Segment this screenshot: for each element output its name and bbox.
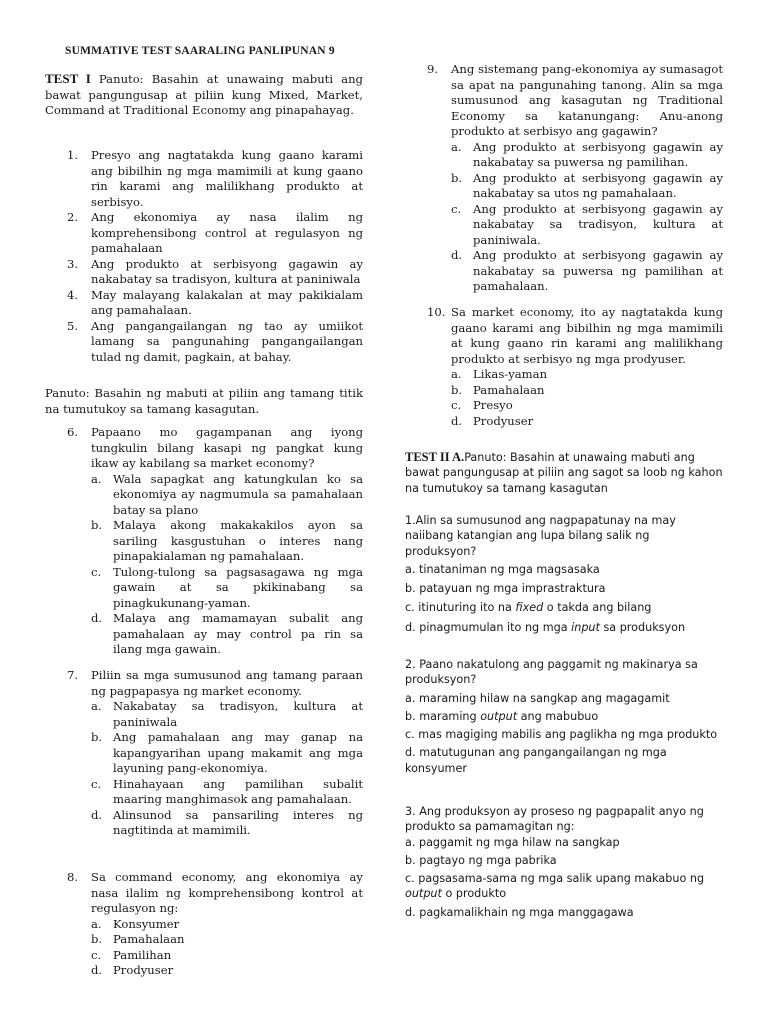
option-b: b. Malaya akong makakakilos ayon sa sariling kasgustuhan o interes nang pinapakialaman ng pamahalaan.: [91, 518, 363, 563]
question-10: [405, 305, 723, 429]
question-text: Sa command economy, ang ekonomiya ay nasa ilalim ng komprehensibong kontrol at regulasyon ng:: [91, 870, 363, 915]
option-a: a. Likas-yaman: [451, 367, 548, 381]
item-text: Ang ekonomiya ay nasa ilalim ng komprehensibong control at regulasyon ng pamahalaan: [91, 210, 363, 255]
list-item: [45, 257, 363, 288]
test1-items: [45, 148, 363, 365]
item-text: Ang pangangailangan ng tao ay umiikot lamang sa pangunahing pangangailangan tulad ng damit, pagkain, at bahay.: [91, 318, 363, 364]
question-7: [45, 668, 363, 839]
option-c: c. pagsasama-sama ng mga salik upang makabuo ng output o produkto: [405, 872, 705, 901]
option-b: b. Pamahalaan: [451, 382, 545, 397]
option-c: c. mas magiging mabilis ang paglikha ng mga produkto: [405, 728, 718, 742]
option-c: c. Pamilihan: [91, 947, 172, 962]
test2-instruction: [405, 450, 723, 496]
option-d: d. Prodyuser: [451, 413, 534, 428]
question-text: 1.Alin sa sumusunod ang nagpapatunay na may naiibang katangian ang lupa bilang salik ng produksyon?: [405, 514, 676, 558]
option-b: b. pagtayo ng mga pabrika: [405, 853, 557, 867]
test2-label: TEST II A.: [405, 450, 465, 464]
list-item: [45, 210, 363, 257]
option-a: a. Wala sapagkat ang katungkulan ko sa ekonomiya ay nagmumula sa pamahalaan batay sa plano: [91, 471, 363, 517]
option-a: a. paggamit ng mga hilaw na sangkap: [405, 835, 620, 849]
test1-instruction: [45, 71, 363, 119]
option-c: c. itinuturing ito na fixed o takda ang bilang: [405, 601, 652, 615]
test2-question-3: [405, 804, 723, 920]
option-b: b. Pamahalaan: [91, 932, 185, 946]
question-text: Piliin sa mga sumusunod ang tamang paraan ng pagpapasya ng market economy.: [91, 668, 363, 698]
item-number: 1.: [67, 148, 79, 162]
list-item: [45, 288, 363, 319]
option-d: d. Ang produkto at serbisyong gagawin ay nakabatay sa puwersa ng pamilihan at pamahalaan.: [451, 248, 723, 293]
item-number: 5.: [67, 318, 79, 333]
item-number: 3.: [67, 256, 79, 271]
option-c: c. Tulong-tulong sa pagsasagawa ng mga gawain at sa pkikinabang sa pinagkukunang-yaman.: [91, 564, 363, 610]
item-text: May malayang kalakalan at may pakikialam ang pamahalaan.: [91, 287, 363, 317]
option-d: d. matutugunan ang pangangailangan ng mga konsyumer: [405, 746, 667, 775]
question-number: 7.: [67, 668, 79, 682]
item-number: 2.: [67, 210, 79, 224]
item-text: Presyo ang nagtatakda kung gaano karami ang bibilhin ng mga mamimili at kung gaano rin karami ang malilikhang produkto at serbisyo.: [91, 148, 363, 209]
item-text: Ang produkto at serbisyong gagawin ay nakabatay sa tradisyon, kultura at paniniwala: [91, 256, 363, 286]
option-d: d. pagkamalikhain ng mga manggagawa: [405, 905, 634, 919]
option-a: a. Konsyumer: [91, 916, 180, 931]
question-text: Papaano mo gagampanan ang iyong tungkulin bilang kasapi ng pangkat kung ikaw ay kabilang sa market economy?: [91, 425, 363, 470]
option-b: b. patayuan ng mga imprastraktura: [405, 582, 606, 596]
page-title: SUMMATIVE TEST SAARALING PANLIPUNAN 9: [65, 45, 335, 57]
question-text: 3. Ang produksyon ay proseso ng pagpapalit anyo ng produkto sa pamamagitan ng:: [405, 805, 704, 834]
option-a: a. maraming hilaw na sangkap ang magagamit: [405, 691, 670, 705]
test1-instruction-text: Panuto: Basahin at unawaing mabuti ang bawat pangungusap at piliin kung Mixed, Market, Command at Traditional Economy ang pinapahayag.: [45, 72, 363, 117]
question-text: 2. Paano nakatulong ang paggamit ng makinarya sa produksyon?: [405, 658, 698, 687]
question-number: 8.: [67, 870, 79, 884]
option-d: d. Alinsunod sa pansariling interes ng nagtitinda at mamimili.: [91, 807, 363, 837]
question-number: 6.: [67, 425, 79, 439]
list-item: [45, 319, 363, 366]
test1-label: TEST I: [45, 71, 91, 86]
question-9: [405, 62, 723, 295]
option-b: b. maraming output ang mabubuo: [405, 709, 599, 723]
option-a: a. Ang produkto at serbisyong gagawin ay nakabatay sa puwersa ng pamilihan.: [451, 139, 723, 169]
list-item: [45, 148, 363, 210]
option-c: c. Hinahayaan ang pamilihan subalit maaring manghimasok ang pamahalaan.: [91, 776, 363, 806]
option-a: a. tinataniman ng mga magsasaka: [405, 562, 600, 576]
question-6: [45, 425, 363, 658]
option-a: a. Nakabatay sa tradisyon, kultura at paniniwala: [91, 699, 363, 729]
option-d: d. Malaya ang mamamayan subalit ang pamahalaan ay may control pa rin sa ilang mga gawain.: [91, 611, 363, 656]
question-number: 10.: [427, 305, 446, 319]
test1-instruction-2: Panuto: Basahin ng mabuti at piliin ang tamang titik na tumutukoy sa tamang kasagutan.: [45, 386, 363, 416]
option-d: d. pinagmumulan ito ng mga input sa produksyon: [405, 620, 686, 634]
item-number: 4.: [67, 287, 79, 302]
option-c: c. Ang produkto at serbisyong gagawin ay nakabatay sa tradisyon, kultura at paniniwala.: [451, 201, 723, 247]
option-b: b. Ang pamahalaan ang may ganap na kapangyarihan upang makamit ang mga layuning pang-ekonomiya.: [91, 730, 363, 775]
test2-question-2: [405, 657, 723, 776]
option-c: c. Presyo: [451, 398, 513, 412]
test2-instruction-text: Panuto: Basahin at unawaing mabuti ang bawat pangungusap at piliin ang sagot sa loob ng kahon na tumutukoy sa tamang kasagutan: [405, 451, 723, 495]
question-number: 9.: [427, 62, 439, 76]
question-text: Sa market economy, ito ay nagtatakda kung gaano karami ang bibilhin ng mga mamimili at kung gaano rin karami ang malilikhang produkto at serbisyo ng mga prodyuser.: [451, 305, 723, 366]
question-text: Ang sistemang pang-ekonomiya ay sumasagot sa apat na pangunahing tanong. Alin sa mga sumusunod ang kasagutan ng Traditional Economy sa katanungang: Anu-anong produkto at serbisyo ang gagawin?: [451, 62, 723, 138]
option-b: b. Ang produkto at serbisyong gagawin ay nakabatay sa utos ng pamahalaan.: [451, 170, 723, 200]
option-d: d. Prodyuser: [91, 963, 174, 977]
test2-question-1: [405, 513, 723, 635]
question-8: [45, 870, 363, 979]
